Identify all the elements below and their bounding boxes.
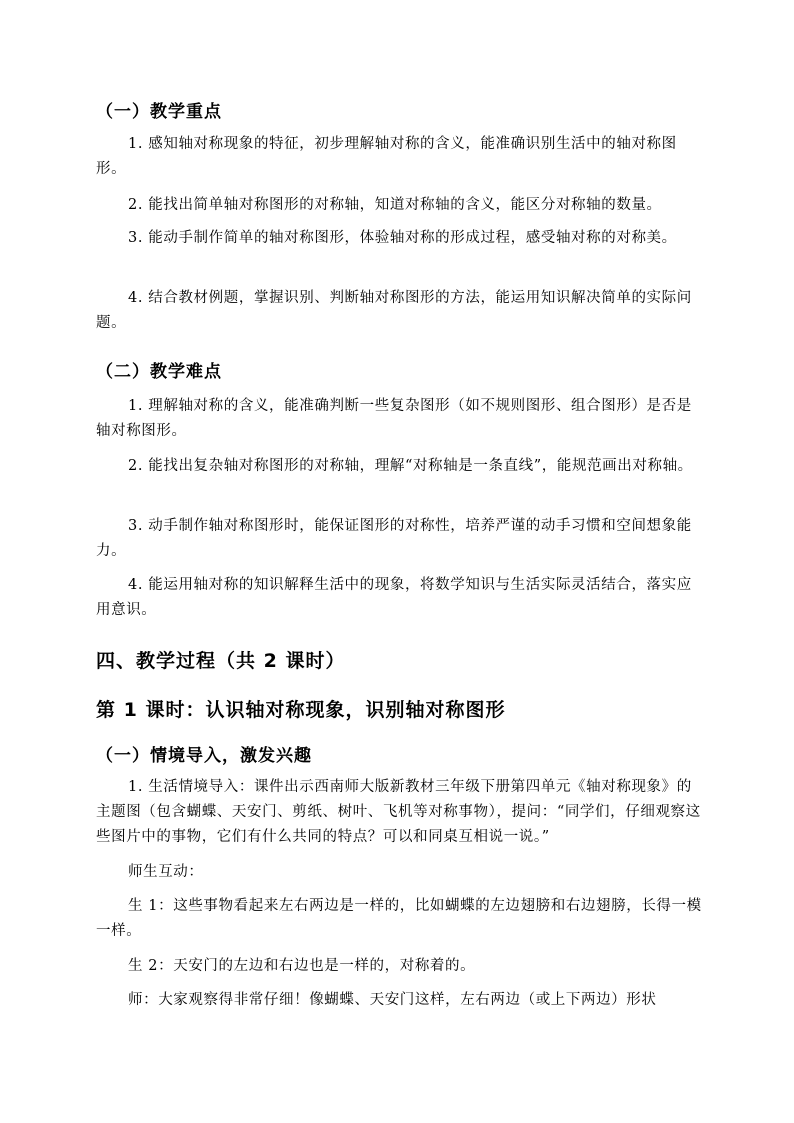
intro-heading: （一）情境导入，激发兴趣 [96,746,312,766]
teacher-reply: 师：大家观察得非常仔细！像蝴蝶、天安门这样，左右两边（或上下两边）形状 [128,992,657,1008]
lesson1-heading: 第 1 课时：认识轴对称现象，识别轴对称图形 [96,699,506,721]
difficulty-heading: （二）教学难点 [96,362,222,382]
student-2-reply: 生 2：天安门的左边和右边也是一样的，对称着的。 [128,958,476,974]
intro-paragraph: 1. 生活情境导入：课件出示西南师大版新教材三年级下册第四单元《轴对称现象》的主题图（包含蝴蝶、天安门、剪纸、树叶、飞机等对称事物），提问：“同学们，仔细观察这些图片中的事物，它们有什么共同的特点？可以和同桌互相说一说。” [96,779,701,845]
teacher-student-label: 师生互动： [128,864,204,880]
focus-item-2: 2. 能找出简单轴对称图形的对称轴，知道对称轴的含义，能区分对称轴的数量。 [128,197,662,213]
focus-item-1: 1. 感知轴对称现象的特征，初步理解轴对称的含义，能准确识别生活中的轴对称图形。 [96,136,677,177]
focus-item-4: 4. 结合教材例题，掌握识别、判断轴对称图形的方法，能运用知识解决简单的实际问题。 [96,290,692,331]
difficulty-item-3: 3. 动手制作轴对称图形时，能保证图形的对称性，培养严谨的动手习惯和空间想象能力。 [96,518,692,559]
student-1-reply: 生 1：这些事物看起来左右两边是一样的，比如蝴蝶的左边翅膀和右边翅膀，长得一模一样。 [96,898,702,939]
process-heading: 四、教学过程（共 2 课时） [96,650,346,672]
difficulty-item-4: 4. 能运用轴对称的知识解释生活中的现象，将数学知识与生活实际灵活结合，落实应用意识。 [96,577,692,618]
difficulty-item-2: 2. 能找出复杂轴对称图形的对称轴，理解“对称轴是一条直线”，能规范画出对称轴。 [128,458,693,474]
focus-item-3: 3. 能动手制作简单的轴对称图形，体验轴对称的形成过程，感受轴对称的对称美。 [128,230,677,246]
focus-heading: （一）教学重点 [96,102,222,122]
difficulty-item-1: 1. 理解轴对称的含义，能准确判断一些复杂图形（如不规则图形、组合图形）是否是轴对称图形。 [96,398,692,439]
